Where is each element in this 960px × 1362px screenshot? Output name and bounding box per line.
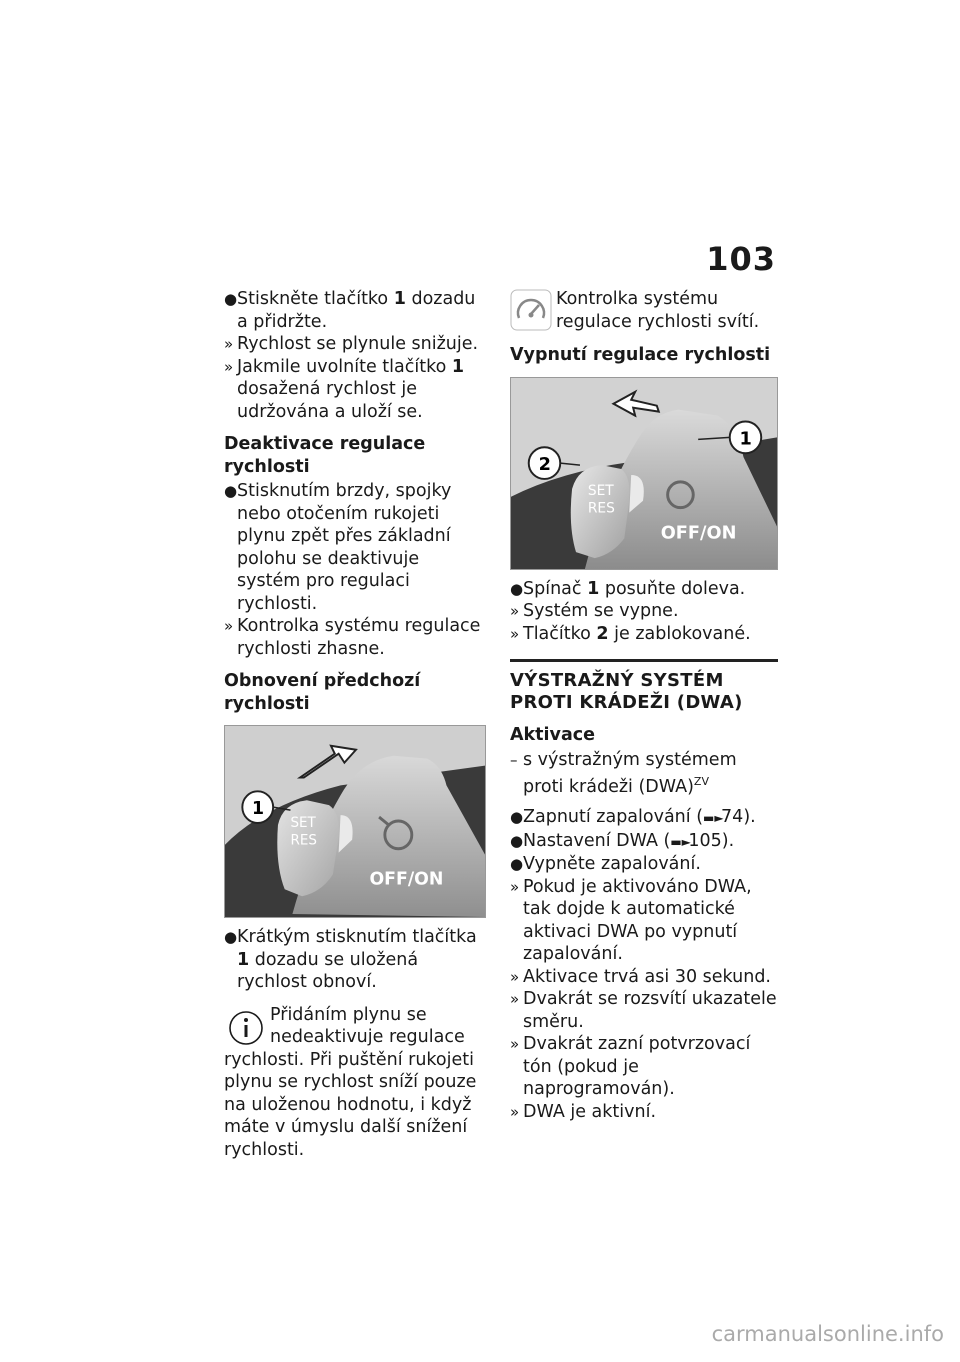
activation-heading: Aktivace xyxy=(510,725,596,745)
result-arrow-icon: » xyxy=(510,990,520,1009)
page-number: 103 xyxy=(706,240,776,278)
res-label: RES xyxy=(290,832,317,849)
bullet-icon: ● xyxy=(224,482,238,500)
deactivate-heading: Deaktivace regulace rychlosti xyxy=(224,434,426,477)
result-item: » Pokud je aktivováno DWA, tak dojde k automatické aktivaci DWA po vypnutí zapalování. xyxy=(510,876,752,965)
result-arrow-icon: » xyxy=(224,357,234,376)
result-item: » Tlačítko 2 je zablokované. xyxy=(510,623,751,644)
bullet-item: ● Zapnutí zapalování (▬►74). xyxy=(510,806,778,830)
set-label: SET xyxy=(587,482,614,499)
bullet-icon: ● xyxy=(224,928,238,946)
page-ref[interactable]: 74 xyxy=(721,807,744,828)
watermark: carmanualsonline.info xyxy=(711,1322,944,1346)
bullet-icon: ● xyxy=(510,831,524,850)
page-ref-arrow-icon: ▬► xyxy=(703,811,724,826)
bullet-item: ● Stisknutím brzdy, spojky nebo otočením rukojeti plynu zpět přes základní polohu se deaktivuje systém pro regulaci rychlosti. xyxy=(224,481,452,614)
result-item: » Rychlost se plynule snižuje. xyxy=(224,334,479,354)
callout-2: 2 xyxy=(538,454,551,475)
result-arrow-icon: » xyxy=(224,617,234,635)
speedometer-indicator-icon xyxy=(510,288,552,332)
dwa-section-title: VÝSTRAŽNÝ SYSTÉM PROTI KRÁDEŽI (DWA) xyxy=(510,659,778,714)
result-arrow-icon: » xyxy=(510,624,520,643)
result-item: » Kontrolka systému regulace rychlosti zhasne. xyxy=(224,616,481,659)
set-label: SET xyxy=(290,814,316,831)
offon-label: OFF/ON xyxy=(660,522,737,543)
result-item: » Aktivace trvá asi 30 sekund. xyxy=(510,966,771,987)
result-item: » DWA je aktivní. xyxy=(510,1101,657,1122)
bullet-icon: ● xyxy=(510,579,524,598)
result-item: » Systém se vypne. xyxy=(510,601,679,621)
result-item: » Dvakrát zazní potvrzovací tón (pokud je naprogramován). xyxy=(510,1034,751,1100)
right-column xyxy=(510,288,778,1123)
page-ref-arrow-icon: ▬► xyxy=(670,834,691,849)
bullet-item: ● Spínač 1 posuňte doleva. xyxy=(510,578,746,599)
resume-heading: Obnovení předchozí rychlosti xyxy=(224,671,421,714)
result-arrow-icon: » xyxy=(510,967,520,986)
bullet-item: ● Stiskněte tlačítko 1 dozadu a přidržte. xyxy=(224,289,476,332)
bullet-item: ● Krátkým stisknutím tlačítka 1 dozadu se uložená rychlost obnoví. xyxy=(224,927,477,992)
bullet-icon: ● xyxy=(510,855,524,874)
info-note xyxy=(224,1004,486,1162)
callout-1: 1 xyxy=(739,428,752,449)
condition-item: – s výstražným systémem proti krádeži (DWA)$^{ZV}$ xyxy=(510,749,737,797)
info-icon xyxy=(224,1004,266,1048)
bullet-item: ● Nastavení DWA (▬►105). xyxy=(510,830,778,854)
result-arrow-icon: » xyxy=(510,1035,520,1054)
result-item: » Dvakrát se rozsvítí ukazatele směru. xyxy=(510,989,777,1032)
result-arrow-icon: » xyxy=(510,1102,520,1121)
page-ref[interactable]: 105 xyxy=(688,830,722,851)
figure-set-res-switch xyxy=(224,725,486,918)
bullet-item: ● Vypněte zapalování. xyxy=(510,854,701,875)
res-label: RES xyxy=(587,500,615,517)
bullet-icon: ● xyxy=(510,808,524,827)
offon-label: OFF/ON xyxy=(369,869,444,890)
figure-offon-switch xyxy=(510,377,778,570)
info-note-text: Přidáním plynu se nedeaktivuje regulace rychlosti. Při puštění rukojeti plynu se rychlost sníží pouze na uloženou hodnotu, i když máte v úmyslu další snížení rychlosti. xyxy=(224,1004,477,1160)
result-arrow-icon: » xyxy=(510,602,520,620)
off-heading: Vypnutí regulace rychlosti xyxy=(510,345,771,365)
bullet-icon: ● xyxy=(224,290,238,308)
condition-dash: – xyxy=(510,750,518,769)
indicator-row xyxy=(510,288,778,334)
result-arrow-icon: » xyxy=(510,877,520,896)
indicator-text: Kontrolka systému regulace rychlosti svítí. xyxy=(556,289,760,332)
result-arrow-icon: » xyxy=(224,335,234,353)
left-column xyxy=(224,288,486,1161)
zv-superscript: ZV xyxy=(693,775,709,788)
callout-1: 1 xyxy=(251,798,265,820)
result-item: » Jakmile uvolníte tlačítko 1 dosažená rychlost je udržována a uloží se. xyxy=(224,356,465,422)
